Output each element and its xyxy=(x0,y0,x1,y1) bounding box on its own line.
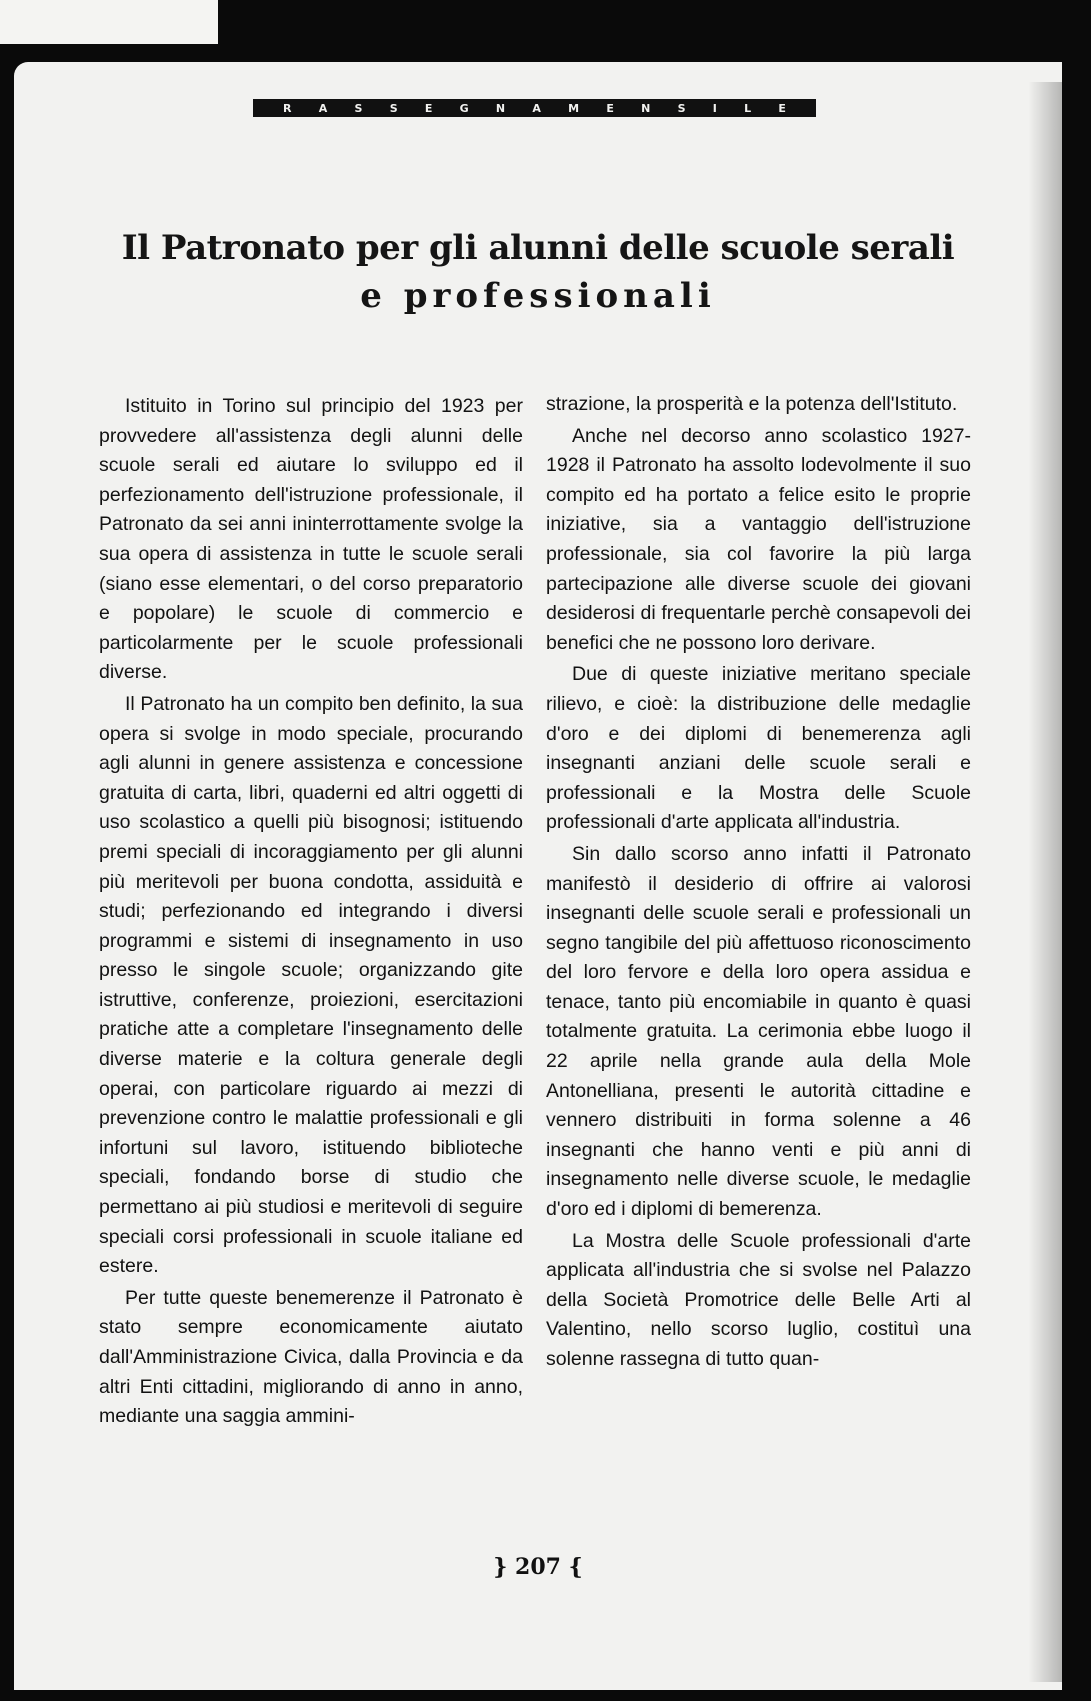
document-page xyxy=(14,62,1062,1690)
header-letter: R xyxy=(283,101,292,115)
paragraph: Anche nel decorso anno scolastico 1927-1928 il Patronato ha assolto lodevolmente il suo compito ed ha portato a felice esito le proprie iniziative, sia a vantaggio dell'istruzione professionale, sia col favorire la più larga partecipazione alle diverse scuole dei giovani desiderosi di frequentarle perchè consapevoli dei benefici che ne possono loro derivare. xyxy=(546,424,971,654)
header-letter: L xyxy=(744,101,752,115)
header-letter: E xyxy=(606,101,614,115)
header-letter: S xyxy=(354,101,363,115)
magazine-header-band xyxy=(253,99,816,117)
header-letter: G xyxy=(459,101,469,115)
header-letter: I xyxy=(712,101,717,115)
paragraph: Il Patronato ha un compito ben definito, la sua opera si svolge in modo speciale, procurando agli alunni in genere assistenza e concessione gratuita di carta, libri, quaderni ed altri oggetti di uso scolastico a quelli più bisognosi; istituendo premi speciali di incoraggiamento per gli alunni più meritevoli per buona condotta, assiduità e studi; perfezionando ed integrando i diversi programmi e sistemi di insegnamento in uso presso le singole scuole; organizzando gite istruttive, conferenze, proiezioni, esercitazioni pratiche atte a completare l'insegnamento delle diverse materie e la coltura generale degli operai, con particolare riguardo ai mezzi di prevenzione contro le malattie professionali e gli infortuni sul lavoro, istituendo biblioteche speciali, fondando borse di studio che permettano ai più studiosi e meritevoli di seguire speciali corsi professionali in scuole italiane ed estere. xyxy=(99,692,523,1278)
paragraph: Sin dallo scorso anno infatti il Patronato manifestò il desiderio di offrire ai valorosi insegnanti delle scuole serali e professionali un segno tangibile del più affettuoso riconoscimento del loro fervore e della loro opera assidua e tenace, tanto più encomiabile in quanto è quasi totalmente gratuita. La cerimonia ebbe luogo il 22 aprile nella grande aula della Mole Antonelliana, presenti le autorità cittadine e vennero distribuiti in forma solenne a 46 insegnanti che hanno venti e più anni di insegnamento nelle diverse scuole, le medaglie d'oro ed i diplomi di bemerenza. xyxy=(546,842,971,1221)
article-title-line2: e professionali xyxy=(360,276,716,316)
header-letter: N xyxy=(495,101,506,115)
paragraph: strazione, la prosperità e la potenza dell'Istituto. xyxy=(546,393,958,415)
scan-edge xyxy=(0,0,218,44)
header-letter: M xyxy=(568,101,580,115)
paragraph: Due di queste iniziative meritano speciale rilievo, e cioè: la distribuzione delle medaglie d'oro e dei diplomi di benemerenza agli insegnanti anziani delle scuole serali e professionali e la Mostra delle Scuole professionali d'arte applicata all'industria. xyxy=(546,663,971,834)
header-letter: A xyxy=(532,101,541,115)
header-letter: A xyxy=(318,101,328,115)
page-number-value: 207 xyxy=(515,1554,561,1580)
left-column xyxy=(99,392,523,1434)
brace-ornament-right: { xyxy=(568,1554,583,1580)
header-letter: E xyxy=(778,101,786,115)
header-letter: E xyxy=(424,101,433,115)
header-letter: N xyxy=(641,101,651,115)
paragraph: La Mostra delle Scuole professionali d'arte applicata all'industria che si svolse nel Palazzo della Società Promotrice delle Belle Arti al Valentino, nello scorso luglio, costituì una solenne rassegna di tutto quan- xyxy=(546,1229,971,1370)
brace-ornament-left: } xyxy=(493,1554,508,1580)
paragraph: Istituito in Torino sul principio del 1923 per provvedere all'assistenza degli alunni delle scuole serali ed aiutare lo sviluppo ed il perfezionamento dell'istruzione professionale, il Patronato da sei anni ininterrottamente svolge la sua opera di assistenza in tutte le scuole serali (siano esse elementari, o del corso preparatorio e popolare) le scuole di commercio e particolarmente per le scuole professionali diverse. xyxy=(99,395,523,684)
page-edge-shadow xyxy=(1028,82,1062,1682)
right-column xyxy=(546,390,971,1377)
paragraph: Per tutte queste benemerenze il Patronato è stato sempre economicamente aiutato dall'Amministrazione Civica, dalla Provincia e da altri Enti cittadini, migliorando di anno in anno, mediante una saggia ammini- xyxy=(99,1286,523,1428)
page-number xyxy=(14,1554,1062,1580)
article-title: Il Patronato per gli alunni delle scuole serali xyxy=(121,228,955,268)
header-letter: S xyxy=(677,101,686,115)
header-letter: S xyxy=(389,101,398,115)
